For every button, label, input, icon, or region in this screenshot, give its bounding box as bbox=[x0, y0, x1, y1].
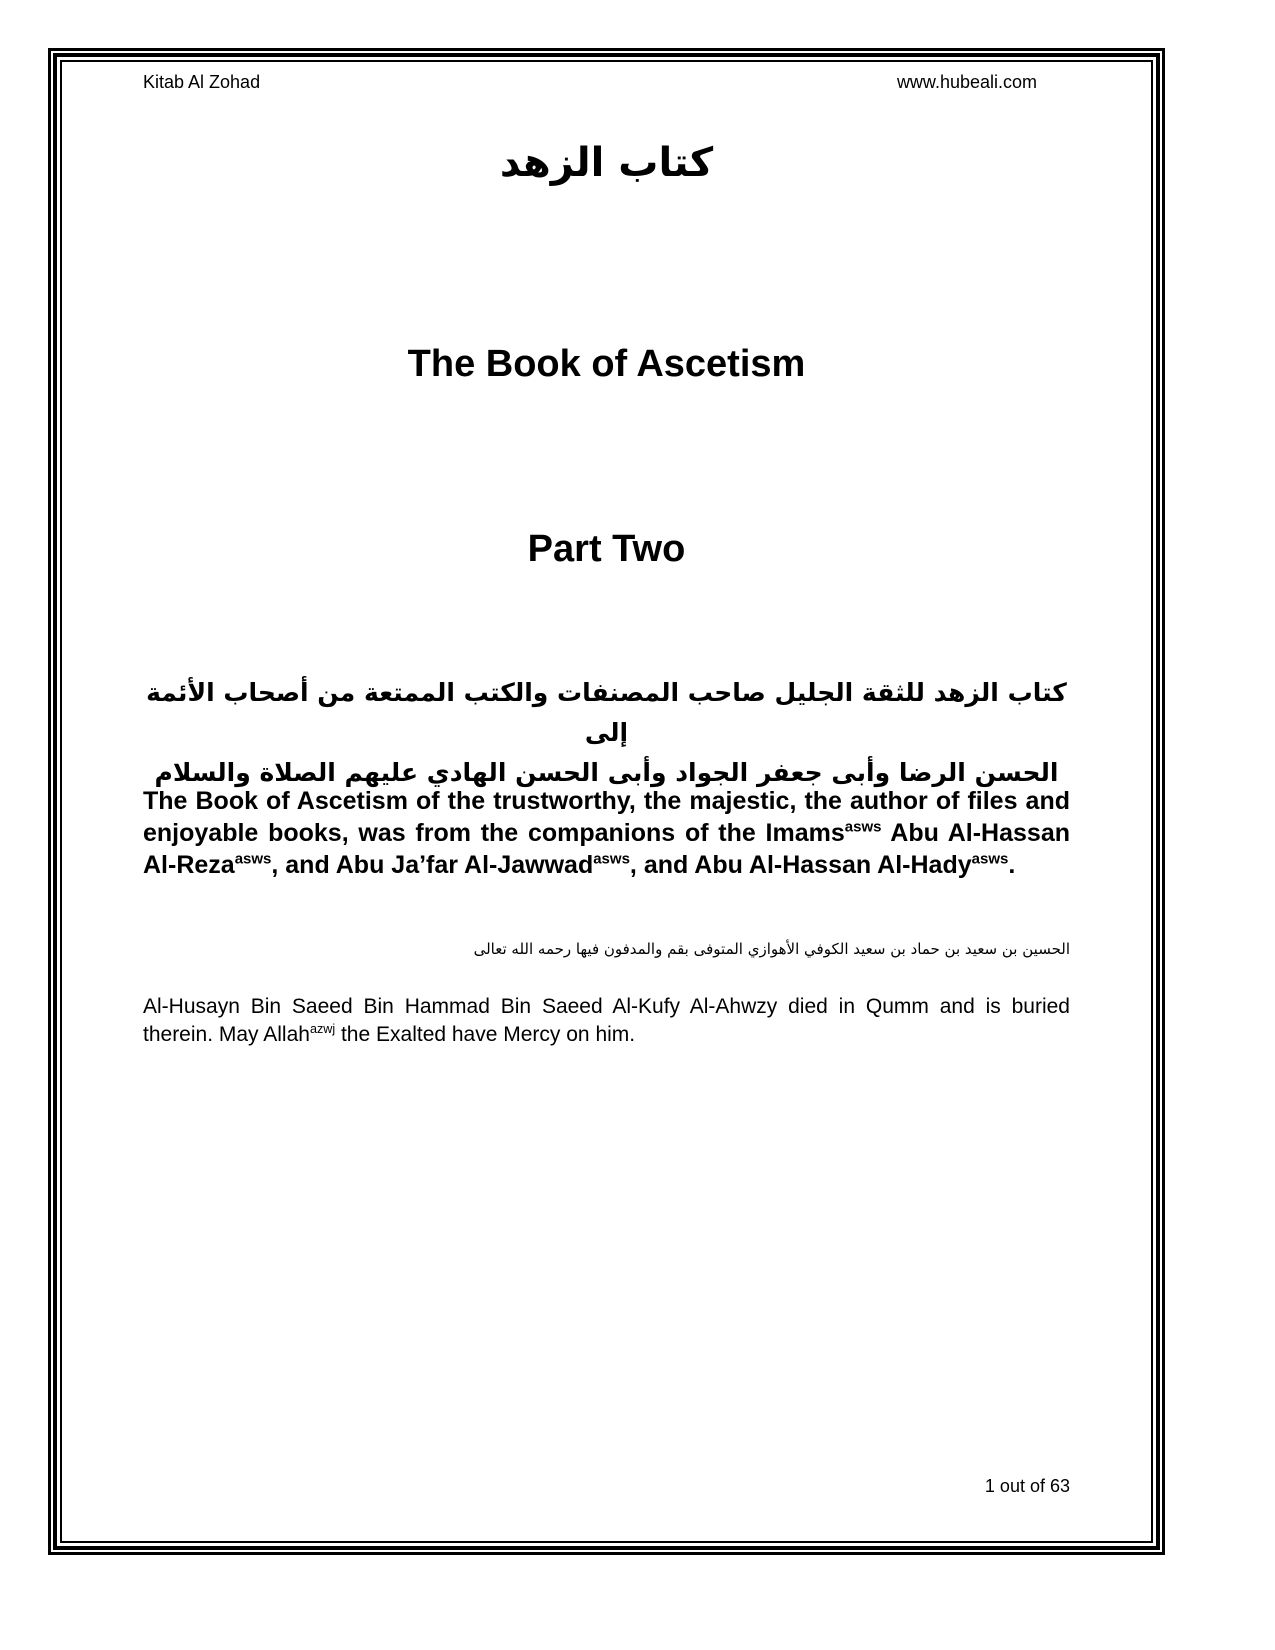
honorific-superscript: asws bbox=[844, 818, 882, 836]
arabic-heading bbox=[143, 673, 1070, 793]
honorific-superscript: asws bbox=[234, 850, 272, 868]
part-subtitle: Part Two bbox=[527, 528, 686, 570]
english-heading-text-3: , and Abu Ja’far Al-Jawwad bbox=[271, 851, 594, 879]
english-title: The Book of Ascetism bbox=[407, 343, 806, 385]
english-heading-text-4: , and Abu Al-Hassan Al-Hady bbox=[629, 851, 972, 879]
narrator-text-1: Al-Husayn Bin Saeed Bin Hammad Bin Saeed Al-Kufy Al-Ahwzy died in Qumm and is buried therein. May Allah bbox=[143, 995, 1070, 1046]
header-website: www.hubeali.com bbox=[896, 72, 1037, 92]
english-narrator-paragraph bbox=[143, 993, 1070, 1049]
arabic-title: كتاب الزهد bbox=[499, 140, 714, 186]
english-heading-text-5: . bbox=[1008, 851, 1016, 879]
arabic-heading-line-1: كتاب الزهد للثقة الجليل صاحب المصنفات والكتب الممتعة من أصحاب الأئمة إلى bbox=[146, 678, 1067, 747]
english-heading-text-2: Abu Al-Hassan Al-Reza bbox=[143, 819, 1070, 879]
page-number: 1 out of 63 bbox=[984, 1476, 1070, 1496]
arabic-heading-line-2: الحسن الرضا وأبى جعفر الجواد وأبى الحسن الهادي عليهم الصلاة والسلام bbox=[154, 758, 1059, 787]
narrator-text-2: the Exalted have Mercy on him. bbox=[335, 1023, 636, 1046]
honorific-superscript: asws bbox=[593, 850, 630, 868]
arabic-narrator-line: الحسين بن سعيد بن حماد بن سعيد الكوفي الأهوازي المتوفى بقم والمدفون فيها رحمه الله تعالى bbox=[473, 940, 1070, 958]
english-heading-text-1: The Book of Ascetism of the trustworthy, the majestic, the author of files and enjoyable books, was from the companions of the Imams bbox=[143, 787, 1070, 847]
honorific-superscript: asws bbox=[971, 850, 1009, 868]
honorific-superscript: azwj bbox=[309, 1022, 336, 1036]
header-book-title: Kitab Al Zohad bbox=[143, 72, 261, 92]
english-heading bbox=[143, 785, 1070, 881]
